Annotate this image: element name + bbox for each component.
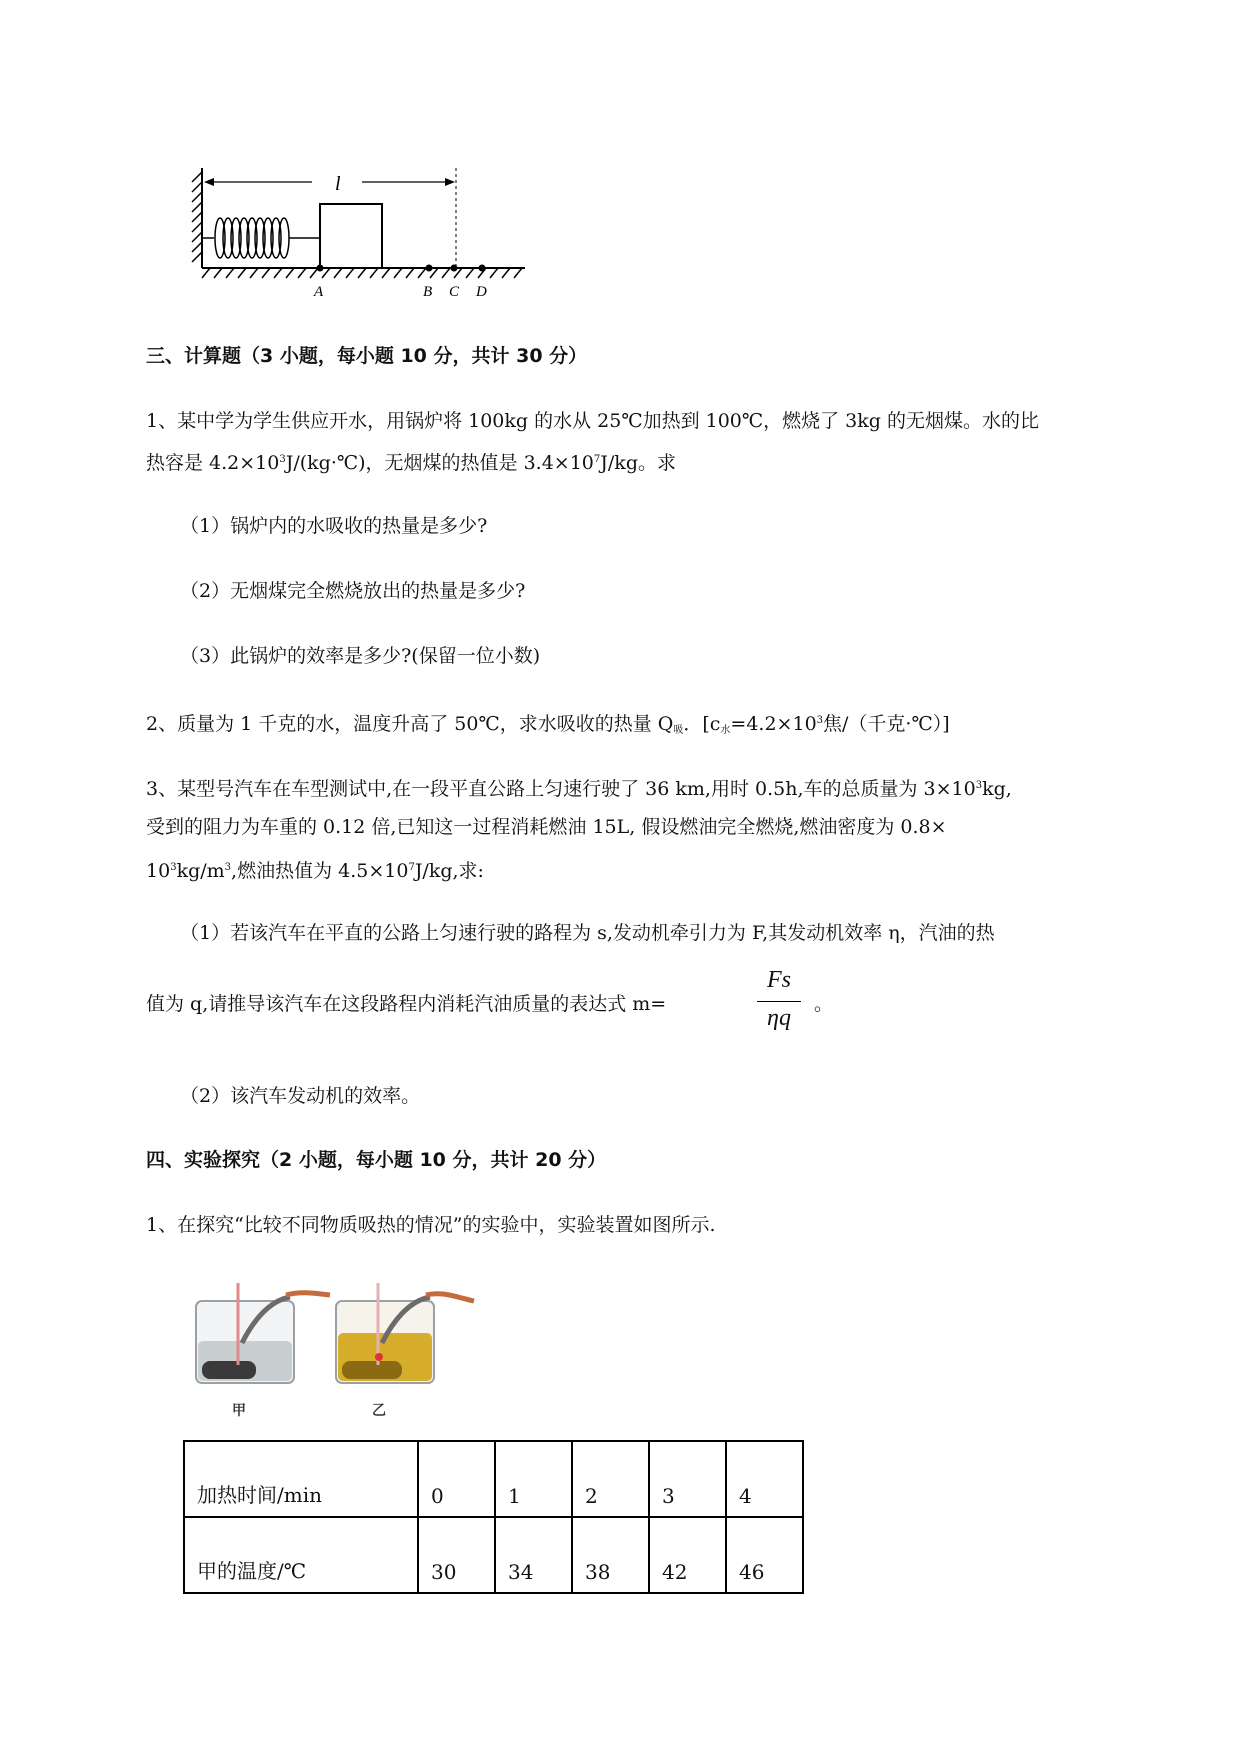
fraction-denominator: ηq [767,1005,791,1031]
table-cell: 38 [572,1517,649,1593]
q1-sub2: （2）无烟煤完全燃烧放出的热量是多少? [180,580,526,602]
q2-line: 2、质量为 1 千克的水，温度升高了 50℃，求水吸收的热量 $Q_吸$．[$c_水=4.2\times 10^3$焦/（千克·℃）] [146,713,950,736]
table-cell: 30 [418,1517,495,1593]
table-cell: 加热时间/min [184,1441,418,1517]
q3-line3: $10^3kg/m^3$,燃油热值为 $4.5\times 10^7J/kg$,求: [146,860,484,882]
table-cell: 3 [649,1441,726,1517]
q3-line2: 受到的阻力为车重的 0.12 倍,已知这一过程消耗燃油 15L, 假设燃油完全燃烧,燃油密度为 0.8× [146,816,947,838]
section3-heading: 三、计算题（3 小题，每小题 10 分，共计 30 分） [146,345,588,367]
table-cell: 2 [572,1441,649,1517]
table-cell: 4 [726,1441,803,1517]
table-cell: 34 [495,1517,572,1593]
q3-sub2: （2）该汽车发动机的效率。 [180,1085,421,1107]
q1-line2: 热容是 $4.2\times 10^3J/(kg\cdot℃)$，无烟煤的热值是 $3.4\times 10^7J/kg$。求 [146,452,676,474]
table-row [184,1517,803,1593]
table-cell: 1 [495,1441,572,1517]
q1-line1: 1、某中学为学生供应开水，用锅炉将 100kg 的水从 25℃加热到 100℃，燃烧了 3kg 的无烟煤。水的比 [146,410,1039,432]
fraction-numerator: Fs [767,967,791,993]
beaker-label-jia: 甲 [232,1403,246,1419]
table-row [184,1441,803,1517]
table-cell: 0 [418,1441,495,1517]
beaker-photo [190,1283,480,1403]
q3-line1: 3、某型号汽车在车型测试中,在一段平直公路上匀速行驶了 36 km,用时 0.5h,车的总质量为 $3\times 10^3kg$, [146,778,1012,800]
table-cell: 42 [649,1517,726,1593]
table-cell: 甲的温度/℃ [184,1517,418,1593]
q1-sub3: （3）此锅炉的效率是多少?(保留一位小数) [180,645,541,667]
q3-sub1-line1: （1）若该汽车在平直的公路上匀速行驶的路程为 s,发动机牵引力为 F,其发动机效率 η，汽油的热 [180,922,995,944]
spring-block-diagram [180,160,540,310]
s4-q1-text: 1、在探究“比较不同物质吸热的情况”的实验中，实验装置如图所示. [146,1214,716,1236]
q3-sub1-end: 。 [814,993,834,1015]
point-label-c: C [449,284,460,300]
section4-heading: 四、实验探究（2 小题，每小题 10 分，共计 20 分） [146,1149,607,1171]
point-label-d: D [476,284,487,300]
q1-sub1: （1）锅炉内的水吸收的热量是多少? [180,515,488,537]
data-table [183,1440,804,1594]
length-label: l [335,173,341,195]
q3-sub1-line2: 值为 q,请推导该汽车在这段路程内消耗汽油质量的表达式 m= [146,993,667,1015]
beaker-label-yi: 乙 [372,1403,386,1419]
fraction-bar [757,1001,801,1002]
point-label-a: A [314,284,324,300]
point-label-b: B [423,284,433,300]
table-cell: 46 [726,1517,803,1593]
